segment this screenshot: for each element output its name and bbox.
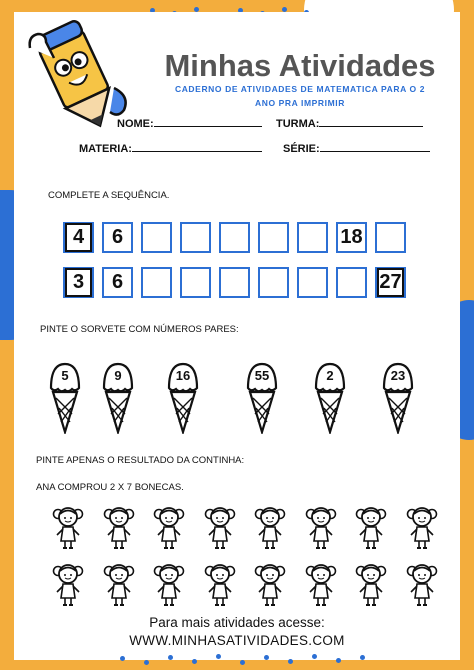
sequence-box[interactable] [297,222,328,253]
sequence-box[interactable] [141,267,172,298]
sequence-box[interactable]: 6 [102,222,133,253]
decorative-dots [120,652,380,666]
serie-line[interactable] [320,141,430,152]
materia-field[interactable] [79,141,262,155]
turma-line[interactable] [319,116,423,127]
icecream-number: 5 [61,368,69,383]
page-subtitle [150,82,450,110]
icecream-cone[interactable] [101,362,135,434]
sequence-row-2 [63,267,406,298]
sequence-box[interactable] [336,267,367,298]
doll-icon[interactable] [305,562,337,608]
doll-icon[interactable] [52,562,84,608]
sequence-box[interactable] [297,267,328,298]
sequence-box[interactable]: 6 [102,267,133,298]
sequence-value: 27 [377,268,404,297]
subtitle-line: ANO PRA IMPRIMIR [254,98,346,108]
dolls-instruction: PINTE APENAS O RESULTADO DA CONTINHA: [36,455,245,466]
sequence-box[interactable] [258,267,289,298]
serie-field[interactable] [283,141,430,155]
doll-icon[interactable] [254,562,286,608]
doll-icon[interactable] [204,562,236,608]
doll-icon[interactable] [406,505,438,551]
doll-icon[interactable] [103,562,135,608]
sequence-box[interactable] [375,222,406,253]
sequence-box[interactable] [63,267,94,298]
icecream-instruction: PINTE O SORVETE COM NÚMEROS PARES: [40,324,239,335]
doll-icon[interactable] [153,505,185,551]
turma-field[interactable] [276,116,423,130]
icecream-cone[interactable] [48,362,82,434]
nome-field[interactable] [117,116,262,130]
page-title: Minhas Atividades [164,48,436,83]
materia-line[interactable] [132,141,262,152]
doll-icon[interactable] [204,505,236,551]
doll-icon[interactable] [355,505,387,551]
icecream-cone[interactable] [245,362,279,434]
materia-label: MATERIA: [79,143,132,155]
sequence-box[interactable] [180,267,211,298]
icecream-number: 2 [326,368,334,383]
subtitle-line: CADERNO DE ATIVIDADES DE MATEMATICA PARA O 2 [174,84,426,94]
dolls-problem: ANA COMPROU 2 X 7 BONECAS. [36,482,184,493]
doll-icon[interactable] [305,505,337,551]
doll-icon[interactable] [153,562,185,608]
sequence-value: 3 [65,268,92,297]
serie-label: SÉRIE: [283,143,320,155]
sequence-box[interactable]: 18 [336,222,367,253]
icecream-cone[interactable] [381,362,415,434]
nome-line[interactable] [154,116,262,127]
icecream-number: 23 [390,368,406,383]
sequence-instruction: COMPLETE A SEQUÊNCIA. [48,190,170,201]
icecream-cone[interactable] [313,362,347,434]
doll-icon[interactable] [406,562,438,608]
doll-icon[interactable] [52,505,84,551]
footer-website-link[interactable]: WWW.MINHASATIVIDADES.COM [129,633,345,648]
sequence-box[interactable] [375,267,406,298]
sequence-box[interactable] [219,267,250,298]
icecream-number: 9 [114,368,122,383]
sequence-box[interactable] [258,222,289,253]
sequence-row-1 [63,222,406,253]
footer-text: Para mais atividades acesse: [149,615,325,630]
icecream-cone[interactable] [166,362,200,434]
turma-label: TURMA: [276,118,320,130]
sequence-box[interactable] [141,222,172,253]
icecream-number: 16 [175,368,191,383]
sequence-box[interactable] [180,222,211,253]
icecream-number: 55 [254,368,270,383]
doll-icon[interactable] [103,505,135,551]
doll-icon[interactable] [254,505,286,551]
nome-label: NOME: [117,118,154,130]
doll-icon[interactable] [355,562,387,608]
sequence-value: 4 [65,223,92,252]
sequence-box[interactable] [219,222,250,253]
sequence-box[interactable] [63,222,94,253]
